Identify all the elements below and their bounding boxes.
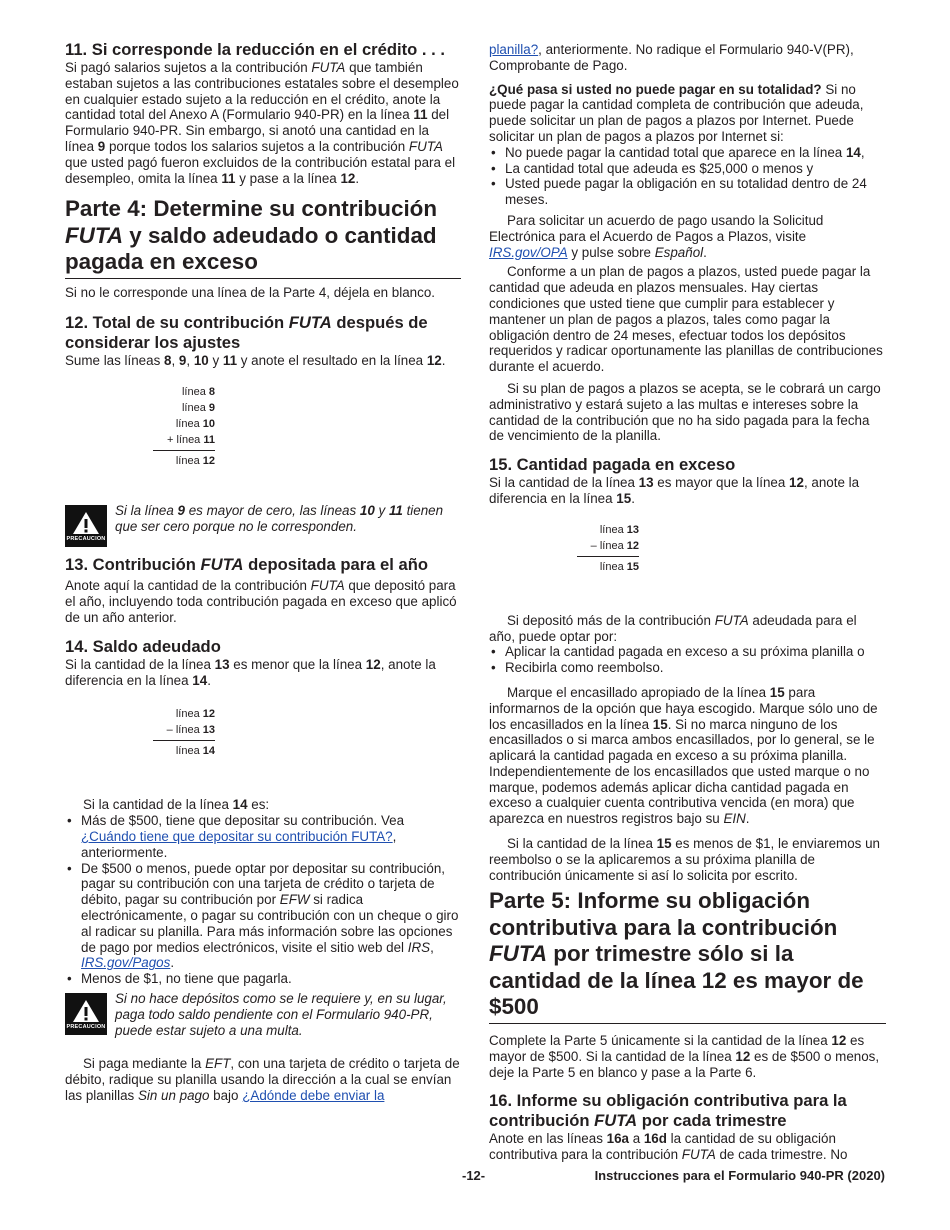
plan-text: Conforme a un plan de pagos a plazos, usted puede pagar la cantidad que adeuda en plazos mensuales. Hay ciertas condiciones que usted tiene que cumplir para establecer y mantener un plan de pagos a plazos, tales como pagar la obligación dentro de 24 meses, efectuar todos los depósitos requeridos y radicar oportunamente las planillas de contribuciones durante el acuerdo. bbox=[489, 264, 883, 375]
list-item: • Usted puede pagar la obligación en su totalidad dentro de 24 meses. bbox=[489, 176, 886, 208]
calc-row: – línea 12 bbox=[577, 538, 639, 557]
list-item: • No puede pagar la cantidad total que aparece en la línea 14, bbox=[489, 145, 886, 161]
less-than-1-text: Si la cantidad de la línea 15 es menos de $1, le enviaremos un reembolso o se la aplicaremos a su próxima planilla de contribución únicamente si así lo solicita por escrito. bbox=[489, 836, 880, 883]
part-5-title: Parte 5: Informe su obligación contributiva para la contribución FUTA por trimestre sólo si la cantidad de la línea 12 es mayor de $500 bbox=[489, 888, 886, 1024]
caution-text: Si no hace depósitos como se le requiere y, en su lugar, paga todo saldo pendiente con el Formulario 940-PR, puede estar sujeto a una multa. bbox=[115, 991, 447, 1038]
calc-row: línea 13 bbox=[599, 523, 639, 536]
part-4-intro: Si no le corresponde una línea de la Parte 4, déjela en blanco. bbox=[65, 284, 435, 300]
list-item: • La cantidad total que adeuda es $25,000 o menos y bbox=[489, 161, 886, 177]
section-15-text: Si la cantidad de la línea 13 es mayor que la línea 12, anote la diferencia en la línea 15. bbox=[489, 475, 860, 506]
section-11-text: Si pagó salarios sujetos a la contribución FUTA que también estaban sujetos a las contribuciones estatales sobre el desempleo en cualquier estado sujeto a la reducción en el crédito, anote la cantidad total del Anexo A (Formulario 940-PR) en la línea 11 del Formulario 940-PR. Sin embargo, si anotó una cantidad en la línea 9 porque todos los salarios sujetos a la contribución FUTA que usted pagó fueron excluidos de la contribución estatal para el desempleo, omita la línea 11 y pase a la línea 12. bbox=[65, 60, 459, 186]
calc-total-row: línea 15 bbox=[599, 560, 639, 573]
section-16-title: 16. Informe su obligación contributiva para la contribución FUTA por cada trimestre bbox=[489, 1091, 847, 1131]
caution-note-2 bbox=[65, 991, 461, 1038]
list-item: • Más de $500, tiene que depositar su contribución. Vea ¿Cuándo tiene que depositar su contribución FUTA?, anteriormente. bbox=[65, 813, 461, 860]
part-5-text: Complete la Parte 5 únicamente si la cantidad de la línea 12 es mayor de $500. Si la cantidad de la línea 12 es de $500 o menos, deje la Parte 5 en blanco y pase a la Parte 6. bbox=[489, 1032, 880, 1080]
caution-note-1 bbox=[65, 503, 461, 547]
installment-bullets bbox=[489, 145, 886, 208]
section-11-title: 11. Si corresponde la reducción en el crédito . . . bbox=[65, 40, 445, 59]
deposit-link[interactable]: ¿Cuándo tiene que depositar su contribución FUTA? bbox=[81, 829, 393, 845]
calc-row: línea 12 bbox=[175, 708, 215, 721]
line-12-calculation bbox=[153, 384, 215, 469]
line-15-calculation bbox=[577, 522, 639, 575]
calc-row: línea 10 bbox=[175, 418, 215, 431]
line-14-calculation bbox=[153, 706, 215, 759]
section-13-text: Anote aquí la cantidad de la contribución FUTA que depositó para el año, incluyendo toda contribución pagada en exceso que aplicó de un año anterior. bbox=[65, 578, 457, 626]
right-column bbox=[489, 40, 886, 1163]
section-12-title: 12. Total de su contribución FUTA después de considerar los ajustes bbox=[65, 312, 428, 352]
caution-icon: PRECAUCION bbox=[65, 505, 107, 547]
calc-row: – línea 13 bbox=[153, 722, 215, 741]
overpayment-text: Si depositó más de la contribución FUTA adeudada para el año, puede optar por: bbox=[489, 612, 857, 644]
left-column bbox=[65, 40, 461, 1104]
calc-total-row: línea 12 bbox=[175, 455, 215, 468]
section-14-if-text: Si la cantidad de la línea 14 es: bbox=[83, 797, 270, 813]
caution-text: Si la línea 9 es mayor de cero, las líneas 10 y 11 tienen que ser cero porque no le corresponden. bbox=[115, 503, 444, 535]
section-14-title: 14. Saldo adeudado bbox=[65, 636, 221, 656]
irs-pagos-link[interactable]: IRS.gov/Pagos bbox=[81, 955, 171, 971]
accept-text: Si su plan de pagos a plazos se acepta, se le cobrará un cargo administrativo y estará sujeto a las multas e intereses sobre la cantidad de la contribución que no ha sido pagada para la fecha de vencimiento de la planilla. bbox=[489, 380, 881, 444]
irs-opa-link[interactable]: IRS.gov/OPA bbox=[489, 244, 568, 260]
overpayment-bullets bbox=[489, 644, 886, 676]
mark-box-text: Marque el encasillado apropiado de la línea 15 para informarnos de la opción que haya escogido. Marque sólo uno de los encasillados en la línea 15. Si no marca ninguno de los encasillados o si marca ambos encasillados, por lo general, se le aplicará la cantidad pagada en exceso a su próxima planilla. Independientemente de los encasillados que usted marque o no marque, podemos además aplicar dicha cantidad pagada en exceso a cualquier cuenta contributiva vencida (en mora) que aparezca en nuestros registros bajo su EIN. bbox=[489, 684, 878, 827]
caution-icon: PRECAUCION bbox=[65, 993, 107, 1035]
continued-text: planilla?, anteriormente. No radique el Formulario 940-V(PR), Comprobante de Pago. bbox=[489, 42, 854, 73]
part-4-title: Parte 4: Determine su contribución FUTA y saldo adeudado o cantidad pagada en exceso bbox=[65, 196, 461, 279]
calc-total-row: línea 14 bbox=[175, 745, 215, 758]
section-13-title: 13. Contribución FUTA depositada para el año bbox=[65, 555, 428, 575]
section-15-title: 15. Cantidad pagada en exceso bbox=[489, 455, 736, 475]
eft-text: Si paga mediante la EFT, con una tarjeta de crédito o tarjeta de débito, radique su planilla usando la dirección a la cual se envían las planillas Sin un pago bajo ¿Adónde debe enviar la bbox=[65, 1056, 460, 1103]
list-item: • De $500 o menos, puede optar por depositar su contribución, pagar su contribución con una tarjeta de crédito o tarjeta de débito, pagar su contribución por EFW si radica electrónicamente, o pagar su contribución con un cheque o giro al radicar su planilla. Para más información sobre las opciones de pago por medios electrónicos, visite el sitio web del IRS, IRS.gov/Pagos. bbox=[65, 861, 461, 972]
list-item: • Menos de $1, no tiene que pagarla. bbox=[65, 971, 461, 987]
where-to-file-link[interactable]: ¿Adónde debe enviar la bbox=[242, 1088, 385, 1103]
calc-row: línea 8 bbox=[181, 386, 215, 399]
page-number: -12- bbox=[462, 1168, 486, 1183]
section-14-text: Si la cantidad de la línea 13 es menor que la línea 12, anote la diferencia en la línea 14. bbox=[65, 656, 436, 688]
section-12-text: Sume las líneas 8, 9, 10 y 11 y anote el resultado en la línea 12. bbox=[65, 352, 446, 368]
installment-question: ¿Qué pasa si usted no puede pagar en su totalidad? Si no puede pagar la cantidad completa de contribución que adeuda, puede solicitar un plan de pagos a plazos por Internet. Puede solicitar un plan de pagos a plazos por Internet si: bbox=[489, 81, 864, 144]
where-to-file-link-cont[interactable]: planilla? bbox=[489, 42, 539, 57]
section-14-bullets bbox=[65, 813, 461, 987]
section-16-text: Anote en las líneas 16a a 16d la cantidad de su obligación contributiva para la contribución FUTA de cada trimestre. No bbox=[489, 1131, 848, 1163]
footer-title: Instrucciones para el Formulario 940-PR (2020) bbox=[594, 1168, 885, 1183]
calc-row: + línea 11 bbox=[153, 432, 215, 451]
opa-text: Para solicitar un acuerdo de pago usando la Solicitud Electrónica para el Acuerdo de Pagos a Plazos, visite IRS.gov/OPA y pulse sobre Español. bbox=[489, 212, 824, 260]
list-item: • Recibirla como reembolso. bbox=[489, 660, 886, 676]
calc-row: línea 9 bbox=[181, 402, 215, 415]
list-item: • Aplicar la cantidad pagada en exceso a su próxima planilla o bbox=[489, 644, 886, 660]
